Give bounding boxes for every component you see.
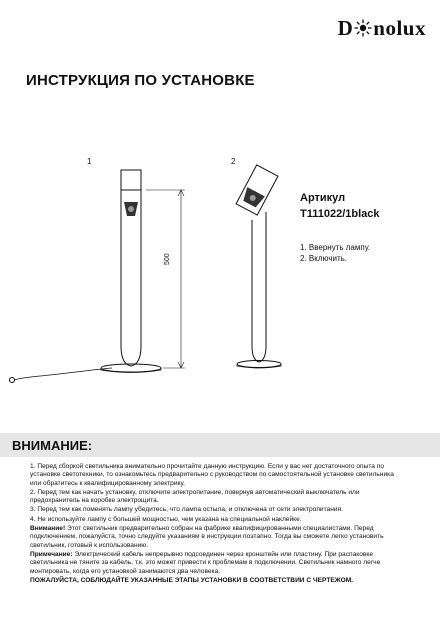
warning-paragraph: [30, 525, 402, 550]
figure-2-label: 2: [231, 157, 236, 166]
note-text: Электрический кабель непрерывно подсоединен через кронштейн или пластину. При распаковке светильника не тяните за кабель, т.к. это может привести к проблемам в подключении. Светильник намного легче монтировать, когда его установкой занимаются два человека.: [30, 550, 381, 575]
logo-text-start: D: [337, 16, 354, 40]
note-paragraph: [30, 551, 402, 576]
step-item: 1. Ввернуть лампу.: [300, 243, 371, 252]
article-block: [300, 190, 380, 222]
note-label: Примечание:: [30, 550, 73, 558]
note-item: 1. Перед сборкой светильника внимательно прочитайте данную инструкцию. Если у вас нет достаточного опыта по установке светотехники, то ознакомьтесь предварительно с руководством по самостоятельной установке светильника или обратитесь к квалифицированному электрику.: [30, 463, 394, 487]
dimension-label: 500: [164, 253, 171, 265]
final-warning: ПОЖАЛУЙСТА, СОБЛЮДАЙТЕ УКАЗАННЫЕ ЭТАПЫ УСТАНОВКИ В СООТВЕТСТВИИ С ЧЕРТЕЖОМ.: [30, 576, 354, 584]
page-title: ИНСТРУКЦИЯ ПО УСТАНОВКЕ: [26, 72, 255, 89]
logo-text-end: nolux: [373, 16, 426, 40]
note-item: 2. Перед тем как начать установку, отключите электропитание, повернув автоматический выключатель или предохранитель на коробке электрощита.: [30, 488, 360, 505]
figure-1-label: 1: [87, 157, 92, 166]
figure-2-drawing: [200, 150, 310, 380]
warning-label: Внимание!: [30, 525, 66, 533]
attention-notes: [30, 463, 402, 586]
warning-text: Этот светильник предварительно собран на фабрике квалифицированными специалистами. Перед подключением, пожалуйста, точно следуйте указаниям в инструкции поэтапно. Тогда вы сможете легко установить светильник, готовый к использованию.: [30, 525, 384, 549]
attention-title: ВНИМАНИЕ:: [12, 438, 93, 453]
article-label: Артикул: [300, 192, 346, 204]
steps-list: [300, 242, 370, 264]
logo-sun-icon: [354, 18, 372, 43]
step-item: 2. Включить.: [300, 254, 348, 263]
article-code: T111022/1black: [300, 208, 380, 220]
note-item: 3. Перед тем как поменять лампу убедитесь, что лампа остыла, и отключена от сети электропитания.: [30, 506, 343, 514]
figure-1-drawing: [0, 150, 220, 410]
brand-logo: [338, 16, 426, 43]
note-item: 4. Не используйте лампу с большей мощностью, чем указана на специальной наклейке.: [30, 515, 302, 523]
